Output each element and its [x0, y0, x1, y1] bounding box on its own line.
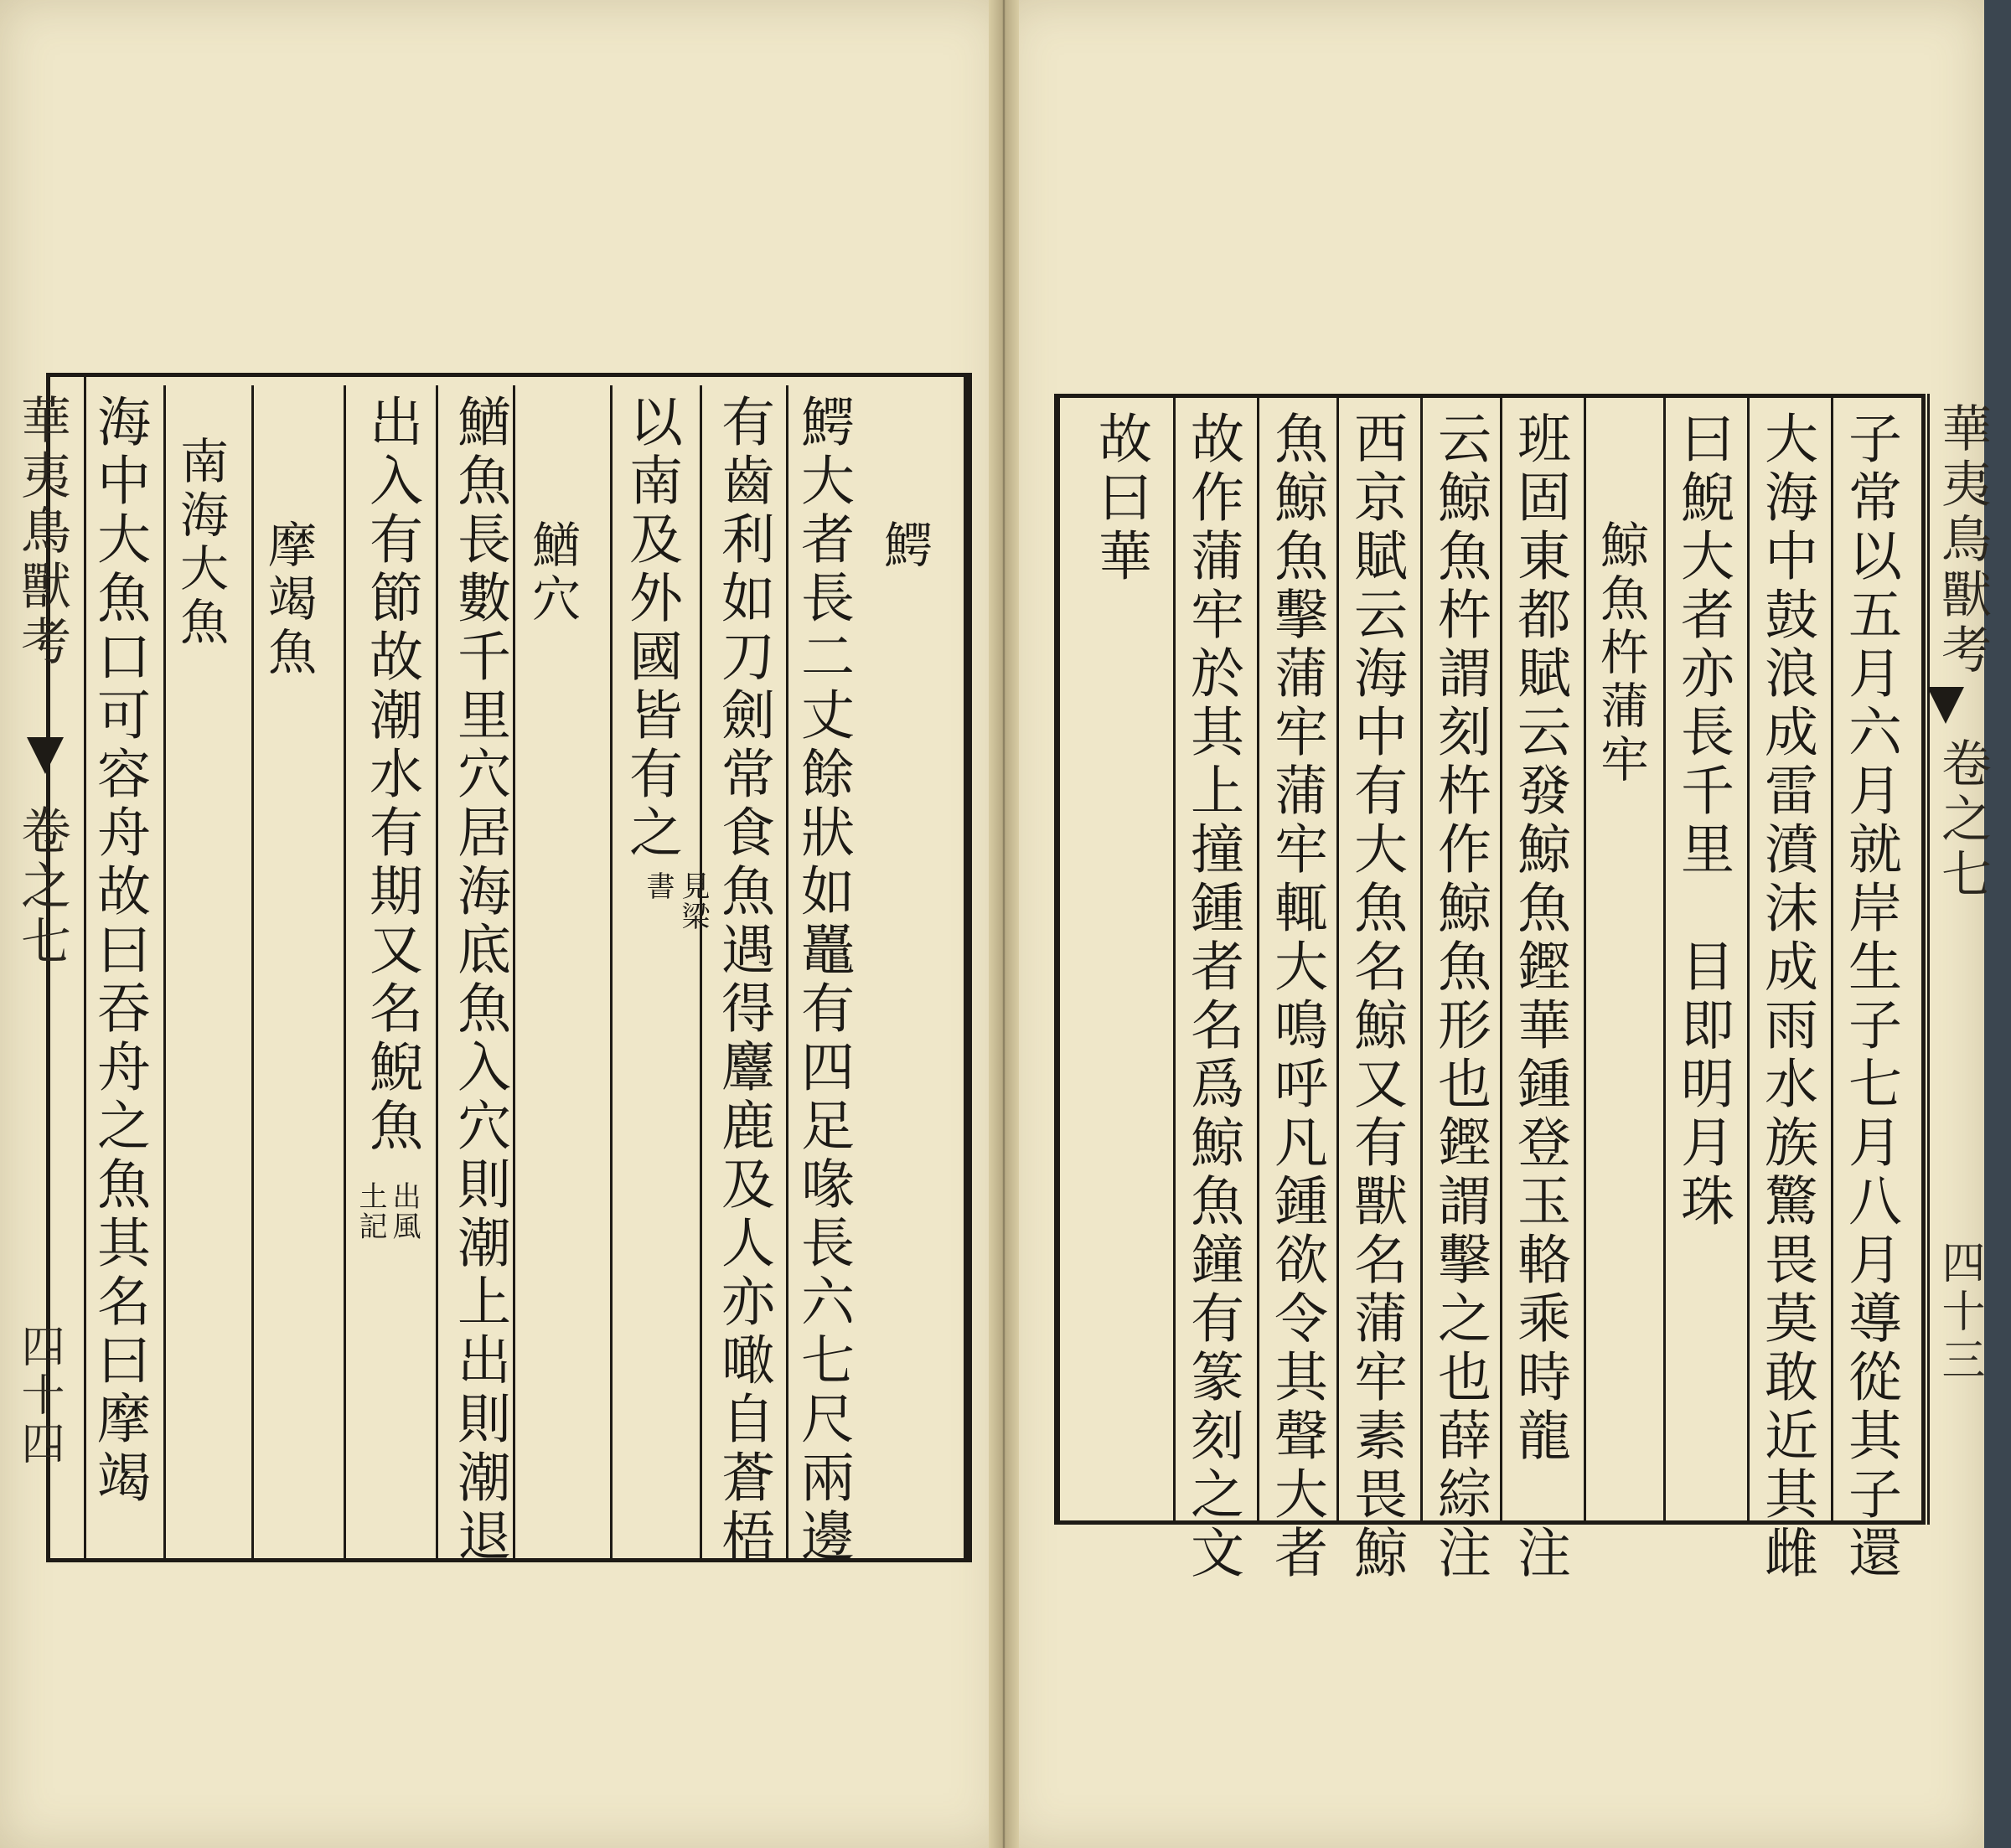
text-column-r7: 魚鯨魚擊蒲牢蒲牢輒大鳴呼凡鍾欲令其聲大者 — [1265, 410, 1327, 1583]
text-column-r6: 西京賦云海中有大魚名鯨又有獸名蒲牢素畏鯨 — [1345, 410, 1407, 1583]
heading-mojie-fish: 摩竭魚 — [260, 519, 317, 680]
column-rule — [786, 385, 788, 1558]
note-source-1b: 書 — [641, 871, 675, 901]
column-rule — [163, 385, 166, 1558]
text-column-r4: 班固東都賦云發鯨魚鏗華鍾登玉輅乘時龍 注 — [1508, 410, 1570, 1583]
note-source-1a: 見梁 — [676, 871, 710, 932]
column-rule — [1500, 398, 1502, 1520]
note-source-2a: 出風 — [387, 1181, 421, 1241]
column-rule — [1420, 398, 1423, 1520]
note-source-2b: 土記 — [354, 1181, 387, 1241]
heading-qiu-xue: 鰌穴 — [524, 519, 581, 627]
left-fishtail-mark — [27, 737, 64, 774]
column-rule — [1257, 398, 1259, 1520]
column-rule — [1663, 398, 1666, 1520]
right-frame-inner-rule — [1054, 394, 1060, 1525]
text-column-r9: 故曰華 — [1089, 410, 1151, 586]
left-edge-title: 華夷鳥獸考 — [13, 394, 71, 670]
column-rule — [610, 385, 613, 1558]
column-rule — [1173, 398, 1176, 1520]
left-frame-inner-rule — [964, 373, 969, 1562]
text-column-r8: 故作蒲牢於其上撞鍾者名爲鯨魚鐘有篆刻之文 — [1181, 410, 1243, 1583]
text-column-r3: 曰鯢大者亦長千里 目即明月珠 — [1672, 410, 1734, 1231]
right-edge-rule — [1927, 394, 1930, 1525]
right-edge-title: 華夷鳥獸考 — [1933, 402, 1992, 679]
left-edge-rule — [84, 373, 86, 1562]
column-rule — [251, 385, 254, 1558]
left-edge-page: 四十四 — [13, 1324, 64, 1469]
column-rule — [344, 385, 346, 1558]
column-rule — [700, 385, 702, 1558]
text-column-r1: 子常以五月六月就岸生子七月八月導從其子還 — [1839, 410, 1901, 1583]
column-rule — [1336, 398, 1339, 1520]
column-rule — [436, 385, 438, 1558]
right-edge-volume: 卷之七 — [1933, 737, 1992, 903]
text-column-r2: 大海中鼓浪成雷濆沫成雨水族驚畏莫敢近其雌 — [1755, 410, 1817, 1583]
heading-e: 鰐 — [876, 519, 933, 573]
column-rule — [1747, 398, 1750, 1520]
right-edge-page: 四十三 — [1934, 1240, 1984, 1386]
text-column-1: 鰐大者長二丈餘狀如鼉有四足喙長六七尺兩邊 — [792, 394, 854, 1567]
text-column-r5: 云鯨魚杵謂刻杵作鯨魚形也鏗謂擊之也薛綜注 — [1429, 410, 1491, 1583]
column-rule — [1584, 398, 1586, 1520]
heading-jingyu-chu: 鯨魚杵蒲牢 — [1592, 519, 1649, 787]
book-spine — [989, 0, 1019, 1848]
text-column-3: 以南及外國皆有之 — [620, 394, 682, 863]
heading-nanhai-fish: 南海大魚 — [172, 436, 229, 650]
column-rule — [513, 385, 515, 1558]
right-fishtail-mark — [1927, 687, 1964, 724]
column-rule — [1831, 398, 1833, 1520]
text-column-6: 海中大魚口可容舟故曰吞舟之魚其名曰摩竭 — [88, 394, 150, 1508]
text-column-2: 有齒利如刀劍常食魚遇得麞鹿及人亦噉自蒼梧 — [712, 394, 774, 1567]
text-column-5: 出入有節故潮水有期又名鯢魚 — [360, 394, 422, 1156]
text-column-4: 鰌魚長數千里穴居海底魚入穴則潮上出則潮退 — [448, 394, 510, 1567]
left-edge-volume: 卷之七 — [13, 804, 71, 970]
